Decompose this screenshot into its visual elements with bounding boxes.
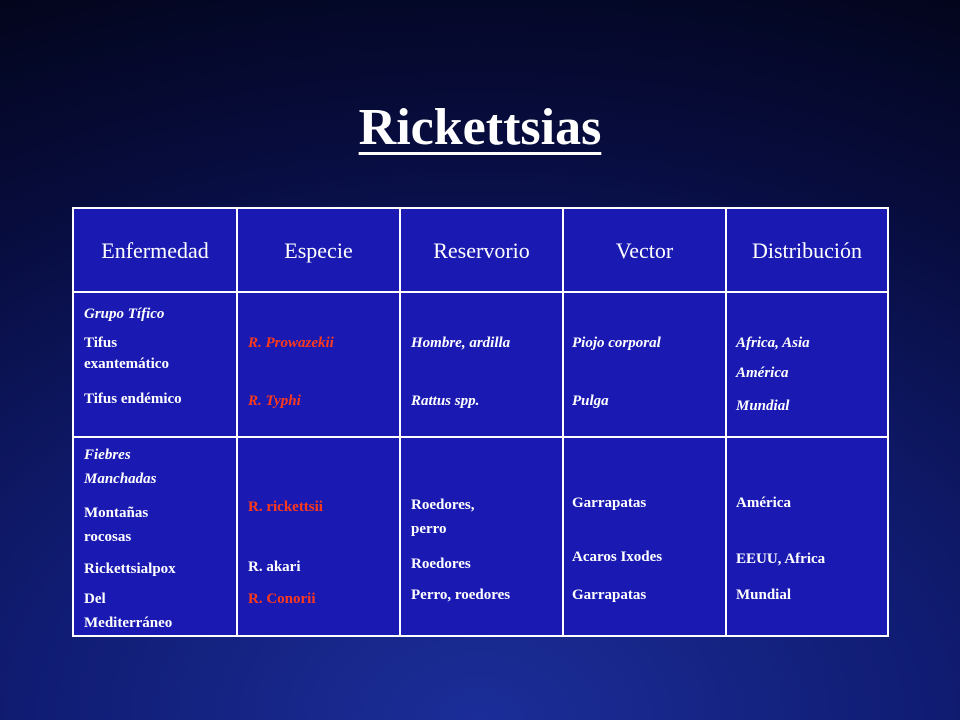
vector-piojo-corporal: Piojo corporal: [572, 335, 661, 351]
reservoir-rattus: Rattus spp.: [411, 393, 480, 409]
group-label-fiebres-l2: Manchadas: [84, 471, 157, 487]
species-r-conorii: R. Conorii: [248, 591, 316, 607]
vector-garrapatas-1: Garrapatas: [572, 495, 647, 511]
slide-title-text: Rickettsias: [358, 99, 602, 156]
dist-mundial-2: Mundial: [736, 587, 792, 603]
disease-tifus-exantematico-l1: Tifus: [84, 335, 118, 351]
header-enfermedad: Enfermedad: [101, 238, 209, 263]
header-reservorio: Reservorio: [433, 238, 530, 263]
dist-america: América: [736, 365, 789, 381]
row-divider: [74, 436, 887, 438]
disease-tifus-exantematico-l2: exantemático: [84, 356, 169, 372]
disease-rickettsialpox: Rickettsialpox: [84, 561, 176, 577]
group-label-tifico: Grupo Tífico: [84, 306, 165, 322]
vector-garrapatas-2: Garrapatas: [572, 587, 647, 603]
reservoir-roedores: Roedores: [411, 556, 471, 572]
species-r-rickettsii: R. rickettsii: [248, 499, 323, 515]
header-vector: Vector: [615, 238, 674, 263]
header-distribucion: Distribución: [752, 238, 862, 263]
disease-tifus-endemico: Tifus endémico: [84, 391, 182, 407]
slide-title: [0, 92, 960, 164]
rickettsias-table: [72, 207, 889, 637]
dist-america-2: América: [736, 495, 791, 511]
reservoir-roedores-perro-l2: perro: [411, 521, 447, 537]
disease-montanas-l2: rocosas: [84, 529, 132, 545]
vector-acaros-ixodes: Acaros Ixodes: [572, 549, 663, 565]
species-r-typhi: R. Typhi: [248, 393, 301, 409]
dist-mundial: Mundial: [736, 398, 790, 414]
dist-eeuu-africa: EEUU, Africa: [736, 551, 826, 567]
vector-pulga: Pulga: [572, 393, 609, 409]
dist-africa-asia: Africa, Asia: [736, 335, 810, 351]
disease-mediterraneo-l2: Mediterráneo: [84, 615, 173, 631]
reservoir-perro-roedores: Perro, roedores: [411, 587, 511, 603]
disease-montanas-l1: Montañas: [84, 505, 149, 521]
disease-mediterraneo-l1: Del: [84, 591, 106, 607]
reservoir-hombre-ardilla: Hombre, ardilla: [411, 335, 511, 351]
reservoir-roedores-perro-l1: Roedores,: [411, 497, 475, 513]
species-r-prowazekii: R. Prowazekii: [248, 335, 334, 351]
header-especie: Especie: [284, 238, 353, 263]
species-r-akari: R. akari: [248, 559, 301, 575]
group-label-fiebres-l1: Fiebres: [84, 447, 131, 463]
